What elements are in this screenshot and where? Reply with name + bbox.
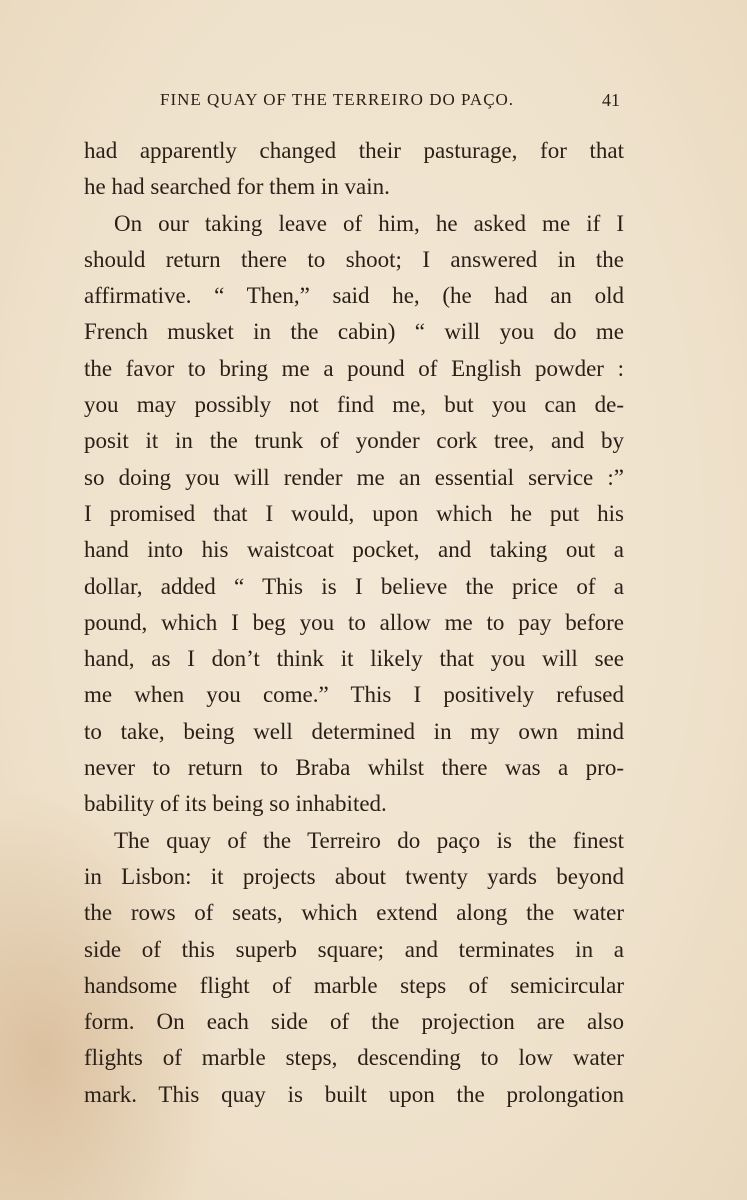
running-title: FINE QUAY OF THE TERREIRO DO PAÇO. bbox=[160, 90, 515, 109]
text-line: form. On each side of the projection are also bbox=[84, 1009, 624, 1035]
text-line: you may possibly not find me, but you can de- bbox=[84, 392, 624, 418]
text-line: me when you come.” This I positively refused bbox=[84, 682, 624, 708]
text-line: the favor to bring me a pound of English powder : bbox=[84, 355, 624, 381]
text-line: had apparently changed their pasturage, for that bbox=[84, 138, 624, 163]
text-line: so doing you will render me an essential service :” bbox=[84, 464, 624, 490]
text-line: side of this superb square; and terminates in a bbox=[84, 936, 624, 962]
text-line: should return there to shoot; I answered in the bbox=[84, 246, 624, 272]
text-line: mark. This quay is built upon the prolongation bbox=[84, 1081, 624, 1107]
text-line: in Lisbon: it projects about twenty yards beyond bbox=[84, 863, 624, 889]
paragraph-start-line: On our taking leave of him, he asked me if I bbox=[114, 210, 624, 236]
text-line: he had searched for them in vain. bbox=[84, 174, 390, 200]
paragraph-start-line: The quay of the Terreiro do paço is the finest bbox=[114, 827, 624, 853]
text-line: to take, being well determined in my own mind bbox=[84, 718, 624, 744]
text-line: affirmative. “ Then,” said he, (he had an old bbox=[84, 283, 624, 309]
page-header bbox=[160, 90, 620, 114]
text-line: never to return to Braba whilst there was a pro- bbox=[84, 755, 624, 781]
text-line: flights of marble steps, descending to low water bbox=[84, 1045, 624, 1071]
text-line: I promised that I would, upon which he put his bbox=[84, 500, 624, 526]
text-line: bability of its being so inhabited. bbox=[84, 791, 387, 817]
text-line: hand, as I don’t think it likely that you will see bbox=[84, 646, 624, 672]
text-line: pound, which I beg you to allow me to pay before bbox=[84, 609, 624, 635]
page-number: 41 bbox=[602, 90, 620, 110]
text-line: hand into his waistcoat pocket, and taking out a bbox=[84, 537, 624, 563]
text-line: dollar, added “ This is I believe the price of a bbox=[84, 573, 624, 599]
body-text bbox=[84, 133, 624, 1113]
text-line: handsome flight of marble steps of semicircular bbox=[84, 972, 624, 998]
text-line: French musket in the cabin) “ will you do me bbox=[84, 319, 624, 345]
text-line: the rows of seats, which extend along the water bbox=[84, 900, 624, 926]
text-line: posit it in the trunk of yonder cork tree, and by bbox=[84, 428, 624, 454]
